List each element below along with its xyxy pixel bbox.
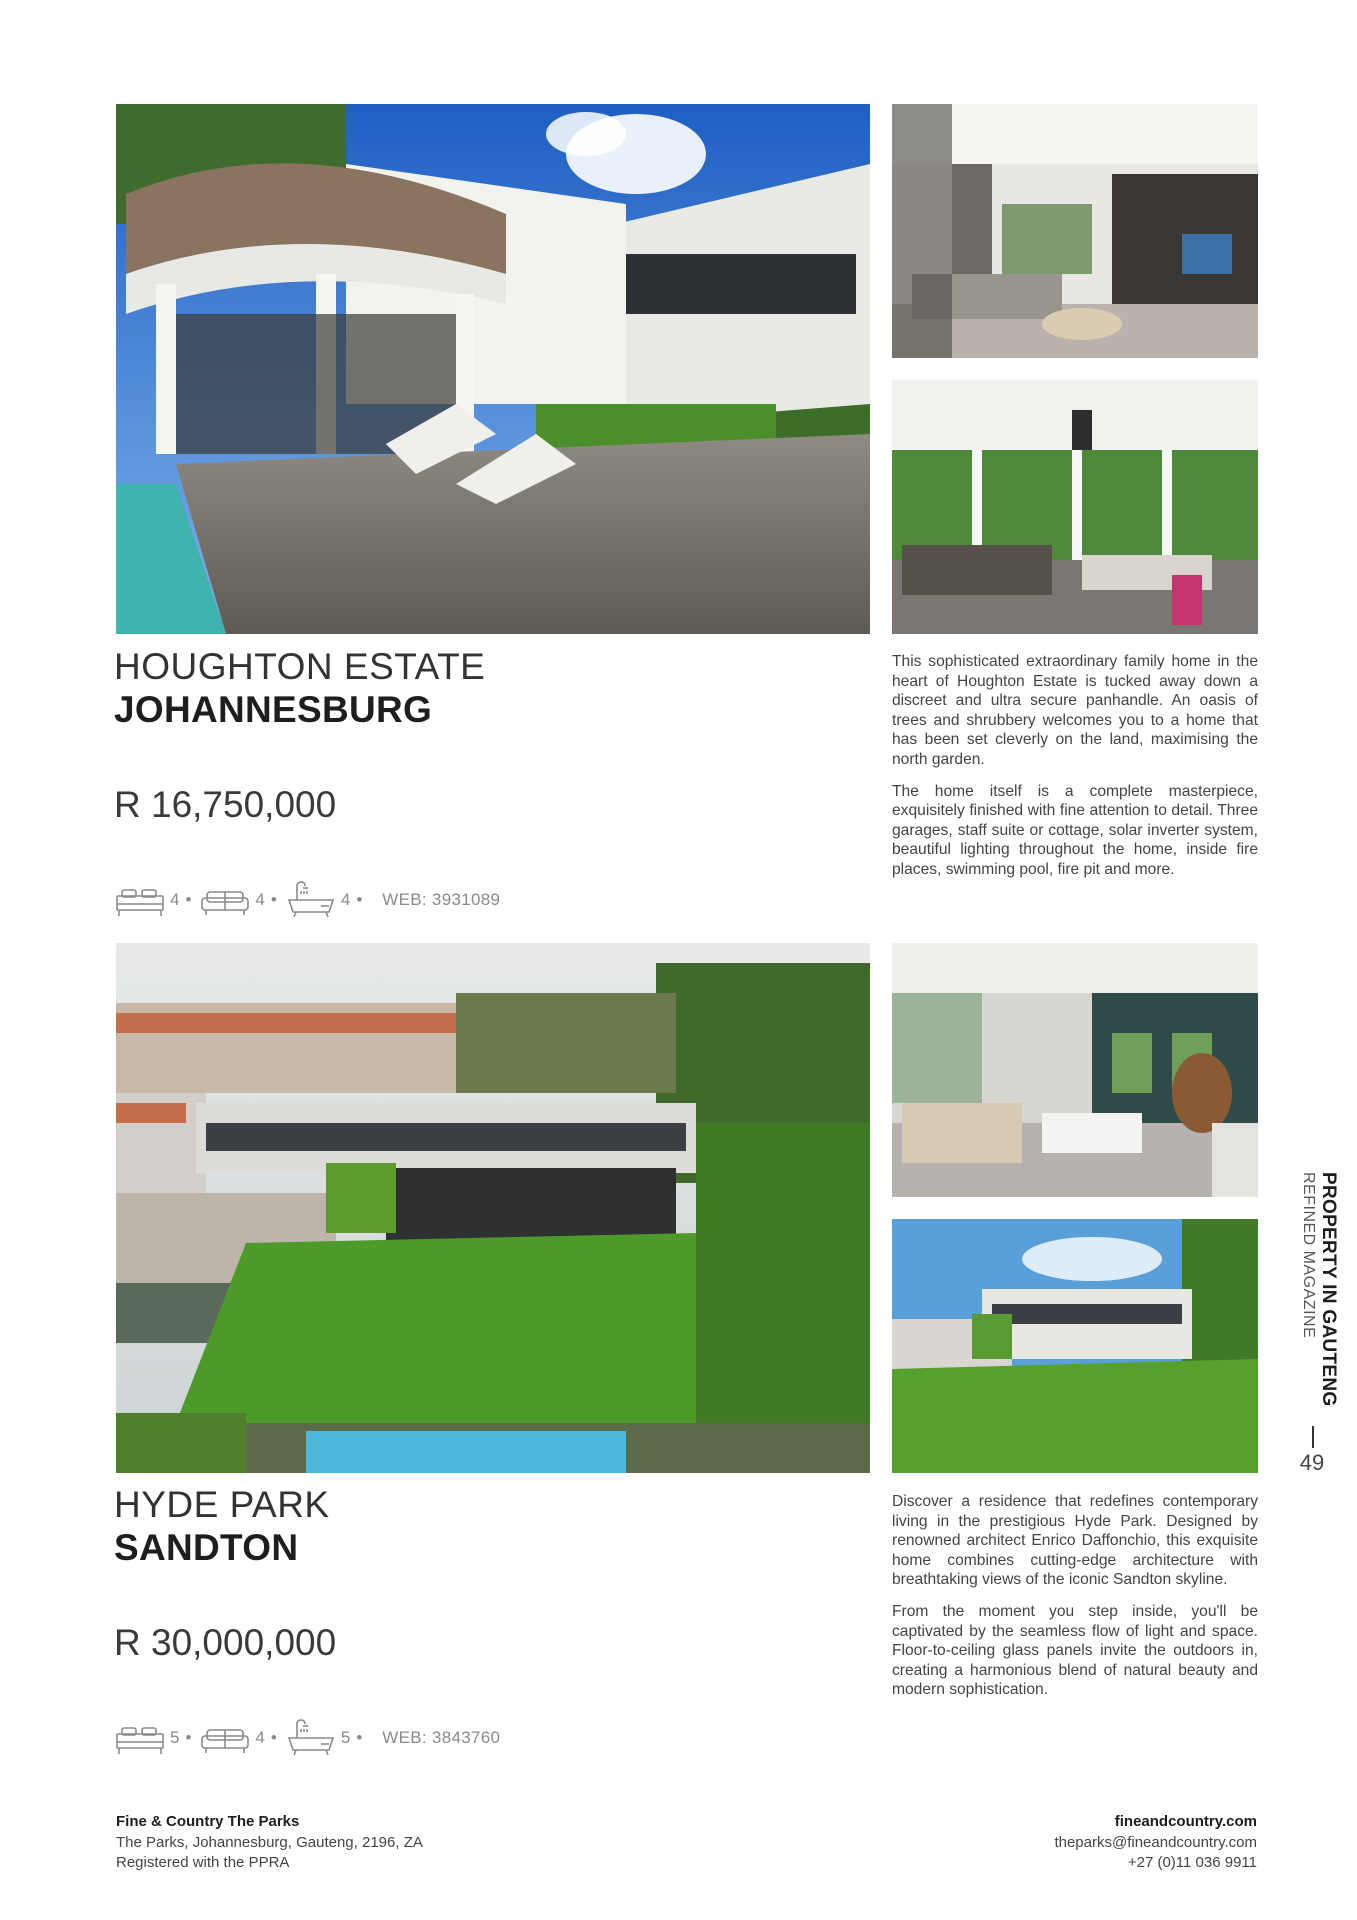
separator-dot: •	[356, 1728, 363, 1747]
email-link[interactable]: theparks@fineandcountry.com	[1054, 1833, 1257, 1851]
listing-2-paragraph-1: Discover a residence that redefines contemporary living in the prestigious Hyde Park. Designed by renowned architect Enrico Daffonchio, this exquisite home combines cutting-edge architecture with breathtaking views of the iconic Sandton skyline.	[892, 1493, 1258, 1589]
bath-icon	[285, 1718, 337, 1758]
page-number: 49	[1299, 1450, 1325, 1475]
separator-dot: •	[270, 890, 277, 909]
listing-1-description	[892, 652, 1258, 892]
bed-icon	[114, 1718, 166, 1758]
listing-1-specs	[114, 878, 500, 922]
listing-2-photo-garden	[892, 1219, 1258, 1473]
listing-1-web-ref: WEB: 3931089	[382, 890, 501, 909]
listing-2-price: R 30,000,000	[114, 1622, 337, 1663]
bathroom-count: 5	[340, 1728, 351, 1747]
listing-2-specs	[114, 1716, 500, 1760]
website-link[interactable]: fineandcountry.com	[1114, 1813, 1257, 1830]
living-room-count: 4	[255, 1728, 265, 1747]
listing-2-main-photo	[116, 943, 870, 1473]
bath-icon	[285, 880, 337, 920]
listing-2-web-ref: WEB: 3843760	[382, 1728, 501, 1747]
listing-1-photo-living-room	[892, 104, 1258, 358]
living-room-count: 4	[255, 890, 265, 909]
listing-2-photo-lounge	[892, 943, 1258, 1197]
separator-dot: •	[270, 1728, 277, 1747]
listing-1-main-photo	[116, 104, 870, 634]
listing-1-paragraph-2: The home itself is a complete masterpiece, exquisitely finished with fine attention to detail. Three garages, staff suite or cottage, solar inverter system, beautiful lighting throughout the home, inside fire places, swimming pool, fire pit and more.	[892, 782, 1258, 878]
office-name: Fine & Country The Parks	[116, 1813, 300, 1830]
listing-2-city: SANDTON	[114, 1527, 299, 1568]
listing-1-paragraph-1: This sophisticated extraordinary family home in the heart of Houghton Estate is tucked away down a discreet and ultra secure panhandle. An oasis of trees and shrubbery welcomes you to a home that has been set cleverly on the land, maximising the north garden.	[892, 653, 1258, 768]
magazine-name: REFINED MAGAZINE	[1300, 1172, 1317, 1339]
footer-contact-info	[1054, 1812, 1257, 1874]
footer-office-info	[116, 1812, 423, 1874]
listing-1-city: JOHANNESBURG	[114, 689, 433, 730]
sofa-icon	[199, 1718, 251, 1758]
listing-1-photo-patio	[892, 380, 1258, 634]
separator-dot: •	[185, 1728, 192, 1747]
bedroom-count: 4	[170, 890, 180, 909]
listing-2-area: HYDE PARK	[114, 1484, 330, 1525]
office-registration: Registered with the PPRA	[116, 1854, 290, 1871]
bathroom-count: 4	[340, 890, 351, 909]
magazine-side-label	[1300, 1172, 1339, 1412]
separator-dot: •	[185, 890, 192, 909]
phone-number[interactable]: +27 (0)11 036 9911	[1127, 1854, 1257, 1871]
office-address: The Parks, Johannesburg, Gauteng, 2196, ZA	[116, 1833, 423, 1851]
listing-2-description	[892, 1492, 1258, 1712]
magazine-section-title: PROPERTY IN GAUTENG	[1318, 1172, 1339, 1407]
page-divider	[1312, 1426, 1314, 1448]
bedroom-count: 5	[170, 1728, 180, 1747]
listing-1-price: R 16,750,000	[114, 784, 337, 825]
separator-dot: •	[356, 890, 363, 909]
listing-1-area: HOUGHTON ESTATE	[114, 646, 486, 687]
bed-icon	[114, 880, 166, 920]
sofa-icon	[199, 880, 251, 920]
listing-2-paragraph-2: From the moment you step inside, you'll be captivated by the seamless flow of light and space. Floor-to-ceiling glass panels invite the outdoors in, creating a harmonious blend of natural beauty and modern sophistication.	[892, 1602, 1258, 1699]
